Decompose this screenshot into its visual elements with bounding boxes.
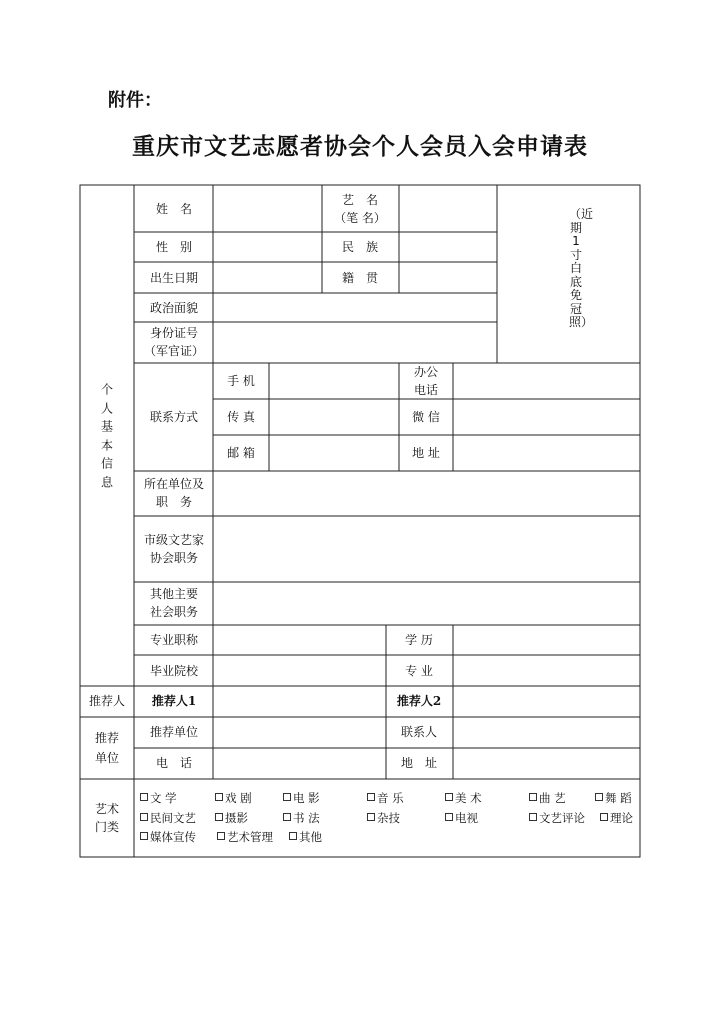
referral-unit-section-label: 推荐 单位 <box>94 731 120 765</box>
other-roles-label: 其他主要 社会职务 <box>149 587 199 619</box>
unit-address-label: 地 址 <box>400 756 438 770</box>
native-place-label: 籍 贯 <box>341 271 379 285</box>
checkbox-icon <box>140 793 148 801</box>
major-label: 专 业 <box>405 664 433 678</box>
option-label: 书 法 <box>293 811 320 825</box>
referrer2-label: 推荐人2 <box>396 694 442 708</box>
checkbox-icon <box>215 813 223 821</box>
checkbox-film[interactable] <box>283 790 320 806</box>
option-label: 曲 艺 <box>539 791 566 805</box>
option-label: 美 术 <box>455 791 482 805</box>
option-label: 文艺评论 <box>539 811 585 825</box>
checkbox-icon <box>445 813 453 821</box>
option-label: 舞 蹈 <box>605 791 632 805</box>
checkbox-icon <box>283 813 291 821</box>
referrer1-label: 推荐人1 <box>151 694 197 708</box>
political-status-label: 政治面貌 <box>149 301 199 315</box>
checkbox-acrobatics[interactable] <box>367 810 400 826</box>
checkbox-icon <box>283 793 291 801</box>
contact-label: 联系方式 <box>149 410 199 424</box>
name-label: 姓 名 <box>155 202 193 216</box>
mobile-label: 手 机 <box>227 374 255 388</box>
form-title: 重庆市文艺志愿者协会个人会员入会申请表 <box>132 133 588 160</box>
contact-person-label: 联系人 <box>400 725 438 739</box>
graduated-from-label: 毕业院校 <box>149 664 199 678</box>
option-label: 民间文艺 <box>150 811 196 825</box>
checkbox-folk-arts[interactable] <box>140 810 196 826</box>
checkbox-icon <box>529 813 537 821</box>
option-label: 其他 <box>299 830 322 844</box>
checkbox-theory[interactable] <box>600 810 633 826</box>
birth-date-label: 出生日期 <box>149 271 199 285</box>
checkbox-icon <box>367 813 375 821</box>
checkbox-icon <box>367 793 375 801</box>
id-number-label: 身份证号 （军官证） <box>143 326 205 358</box>
checkbox-icon <box>289 832 297 840</box>
checkbox-other[interactable] <box>289 829 322 845</box>
option-label: 杂技 <box>377 811 400 825</box>
checkbox-quyi[interactable] <box>529 790 566 806</box>
email-label: 邮 箱 <box>227 446 255 460</box>
photo-placeholder-label: （近期1寸白底免冠照） <box>569 207 594 329</box>
ethnicity-label: 民 族 <box>341 240 379 254</box>
option-label: 音 乐 <box>377 791 404 805</box>
checkbox-photography[interactable] <box>215 810 248 826</box>
employer-label: 所在单位及 职 务 <box>143 477 205 509</box>
option-label: 摄影 <box>225 811 248 825</box>
professional-title-label: 专业职称 <box>149 633 199 647</box>
checkbox-icon <box>600 813 608 821</box>
gender-label: 性 别 <box>155 240 193 254</box>
option-label: 电 影 <box>293 791 320 805</box>
checkbox-music[interactable] <box>367 790 404 806</box>
checkbox-icon <box>529 793 537 801</box>
attachment-label: 附件： <box>108 90 162 111</box>
checkbox-calligraphy[interactable] <box>283 810 320 826</box>
checkbox-icon <box>217 832 225 840</box>
checkbox-icon <box>140 813 148 821</box>
referrer-section-label: 推荐人 <box>88 694 126 708</box>
option-label: 戏 剧 <box>225 791 252 805</box>
art-name-label: 艺 名 （笔 名） <box>334 193 386 225</box>
checkbox-icon <box>595 793 603 801</box>
option-label: 文 学 <box>150 791 177 805</box>
checkbox-art-management[interactable] <box>217 829 273 845</box>
checkbox-dance[interactable] <box>595 790 632 806</box>
checkbox-literature[interactable] <box>140 790 177 806</box>
office-phone-label: 办公 电话 <box>413 365 439 397</box>
checkbox-television[interactable] <box>445 810 478 826</box>
option-label: 理论 <box>610 811 633 825</box>
city-association-label: 市级文艺家 协会职务 <box>143 533 205 565</box>
option-label: 媒体宣传 <box>150 830 196 844</box>
checkbox-icon <box>140 832 148 840</box>
checkbox-art-criticism[interactable] <box>529 810 585 826</box>
option-label: 艺术管理 <box>227 830 273 844</box>
address-label: 地 址 <box>412 446 440 460</box>
fax-label: 传 真 <box>227 410 255 424</box>
education-label: 学 历 <box>405 633 433 647</box>
wechat-label: 微 信 <box>412 410 440 424</box>
unit-phone-label: 电 话 <box>155 756 193 770</box>
section-personal-info-label: 个人基本信息 <box>100 382 113 489</box>
art-category-label: 艺术 门类 <box>94 802 120 834</box>
checkbox-drama[interactable] <box>215 790 252 806</box>
checkbox-icon <box>215 793 223 801</box>
option-label: 电视 <box>455 811 478 825</box>
referral-unit-label: 推荐单位 <box>149 725 199 739</box>
checkbox-media-publicity[interactable] <box>140 829 196 845</box>
checkbox-fine-arts[interactable] <box>445 790 482 806</box>
checkbox-icon <box>445 793 453 801</box>
